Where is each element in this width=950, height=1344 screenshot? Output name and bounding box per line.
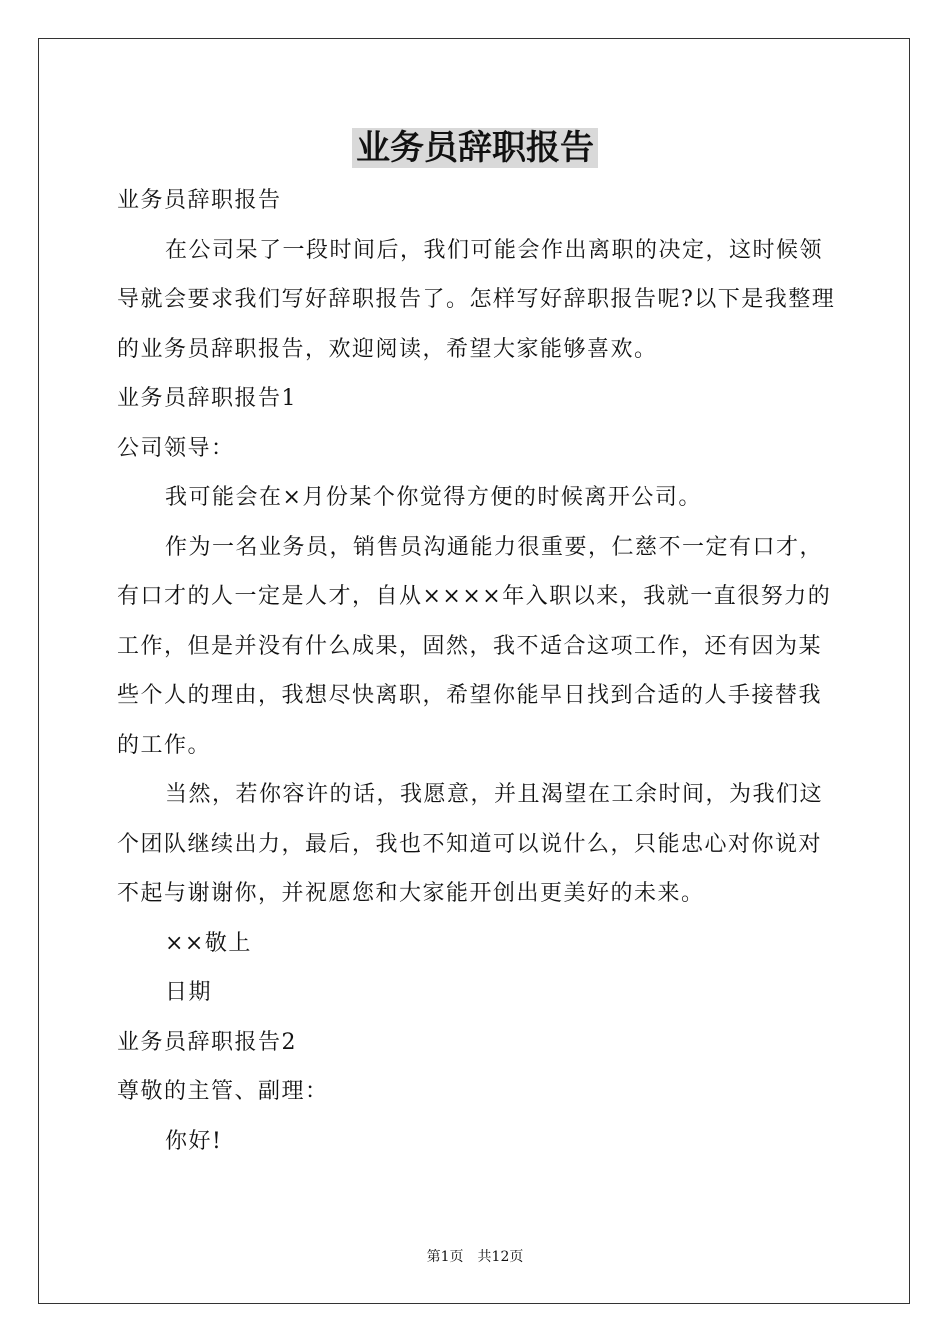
intro-paragraph: 在公司呆了一段时间后，我们可能会作出离职的决定，这时候领导就会要求我们写好辞职报告了。怎样写好辞职报告呢?以下是我整理的业务员辞职报告，欢迎阅读，希望大家能够喜欢。 (117, 237, 836, 362)
page-number: 第1页 共12页 (426, 1249, 524, 1265)
section-heading-2: 业务员辞职报告2 (117, 1029, 297, 1055)
date-line: 日期 (165, 980, 213, 1005)
document-title (0, 126, 950, 170)
greeting: 你好! (165, 1128, 223, 1154)
salutation: 尊敬的主管、副理： (117, 1079, 329, 1104)
document-body (117, 176, 837, 1166)
body-paragraph: 我可能会在×月份某个你觉得方便的时候离开公司。 (165, 485, 702, 510)
section-heading: 业务员辞职报告 (117, 188, 282, 213)
body-paragraph: 当然，若你容许的话，我愿意，并且渴望在工余时间，为我们这个团队继续出力，最后，我也不知道可以说什么，只能忠心对你说对不起与谢谢你，并祝愿您和大家能开创出更美好的未来。 (117, 782, 824, 906)
body-paragraph: 作为一名业务员，销售员沟通能力很重要，仁慈不一定有口才，有口才的人一定是人才，自从××××年入职以来，我就一直很努力的工作，但是并没有什么成果，固然，我不适合这项工作，还有因为某些个人的理由，我想尽快离职，希望你能早日找到合适的人手接替我的工作。 (117, 534, 832, 758)
salutation: 公司领导： (117, 435, 235, 461)
section-heading-1: 业务员辞职报告1 (117, 386, 297, 411)
document-title-text: 业务员辞职报告 (352, 128, 598, 168)
signature: ××敬上 (165, 930, 252, 956)
